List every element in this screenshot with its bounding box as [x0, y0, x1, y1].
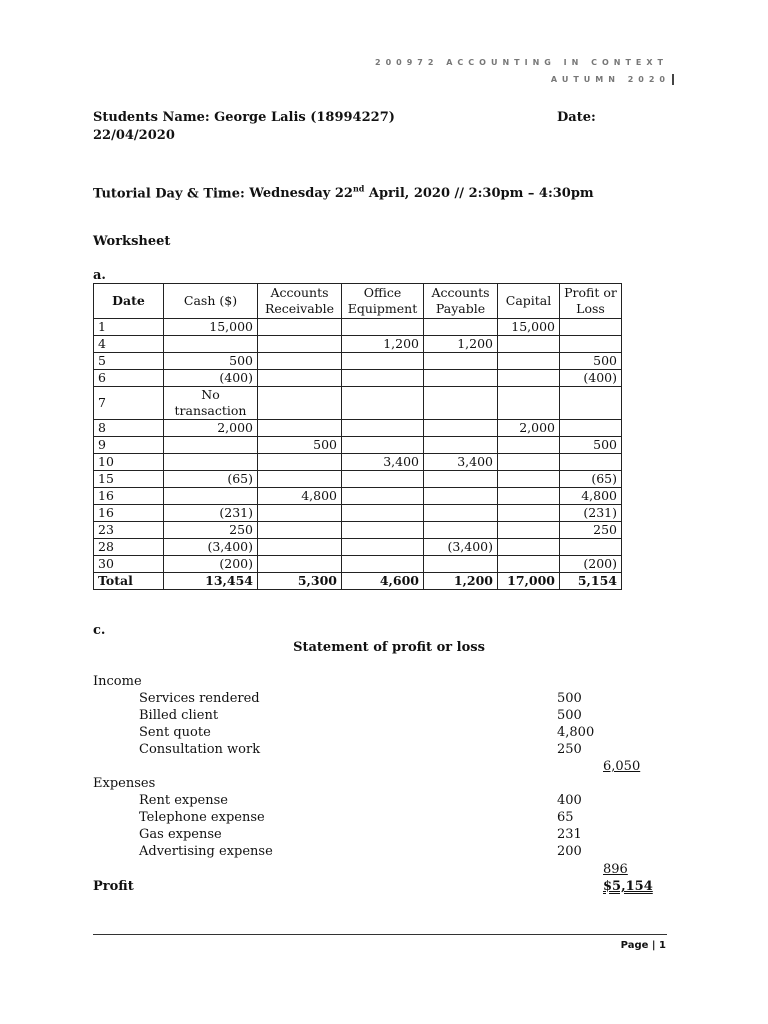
- table-cell: [342, 488, 424, 505]
- term-header: [551, 74, 674, 85]
- table-cell: [258, 319, 342, 336]
- table-row: [94, 370, 622, 387]
- table-row: [94, 488, 622, 505]
- table-cell: (400): [164, 370, 258, 387]
- table-cell: 3,400: [424, 454, 498, 471]
- table-cell: 8: [94, 420, 164, 437]
- table-cell: [258, 336, 342, 353]
- expense-item-label: Gas expense: [139, 827, 222, 842]
- table-cell: [498, 387, 560, 420]
- table-cell: (65): [560, 471, 622, 488]
- table-cell: 2,000: [164, 420, 258, 437]
- table-row: [94, 420, 622, 437]
- table-cell: [498, 556, 560, 573]
- table-cell: [164, 488, 258, 505]
- expense-item-amount: 65: [557, 810, 574, 825]
- table-row: [94, 471, 622, 488]
- table-cell: 4,800: [560, 488, 622, 505]
- table-cell: [164, 336, 258, 353]
- table-cell: [498, 539, 560, 556]
- profit-value: $5,154: [603, 879, 653, 894]
- table-cell: [342, 319, 424, 336]
- course-header: 200972 ACCOUNTING IN CONTEXT: [375, 58, 668, 67]
- profit-label: Profit: [93, 879, 134, 894]
- table-cell: (231): [164, 505, 258, 522]
- table-cell: [424, 522, 498, 539]
- table-cell: 15: [94, 471, 164, 488]
- table-cell: [258, 539, 342, 556]
- income-item-amount: 250: [557, 742, 582, 757]
- table-cell: [424, 556, 498, 573]
- table-cell: (3,400): [424, 539, 498, 556]
- table-cell: (231): [560, 505, 622, 522]
- expense-item-label: Advertising expense: [139, 844, 273, 859]
- table-cell: 500: [258, 437, 342, 454]
- tutorial-value: Wednesday 22nd April, 2020 // 2:30pm – 4:30pm: [249, 184, 594, 202]
- table-cell: [498, 471, 560, 488]
- table-cell: (200): [560, 556, 622, 573]
- income-item-label: Sent quote: [139, 725, 211, 740]
- table-cell: No transaction: [164, 387, 258, 420]
- income-total: 6,050: [603, 759, 641, 774]
- table-cell: (3,400): [164, 539, 258, 556]
- table-cell: [560, 336, 622, 353]
- income-item-amount: 500: [557, 691, 582, 706]
- table-row: [94, 505, 622, 522]
- table-cell: [342, 353, 424, 370]
- total-row: [94, 573, 622, 590]
- table-row: [94, 387, 622, 420]
- table-cell: [258, 420, 342, 437]
- term-text: AUTUMN 2020: [550, 75, 670, 84]
- table-row: [94, 454, 622, 471]
- table-cell: [258, 387, 342, 420]
- expenses-label: Expenses: [93, 776, 156, 791]
- income-item-amount: 4,800: [557, 725, 595, 740]
- table-cell: [424, 319, 498, 336]
- table-row: [94, 336, 622, 353]
- table-cell: 500: [560, 437, 622, 454]
- table-cell: 1,200: [342, 336, 424, 353]
- table-cell: 250: [164, 522, 258, 539]
- table-cell: [258, 454, 342, 471]
- table-cell: [342, 471, 424, 488]
- table-cell: [560, 387, 622, 420]
- table-cell: (400): [560, 370, 622, 387]
- table-row: [94, 556, 622, 573]
- table-cell: 28: [94, 539, 164, 556]
- income-item-label: Services rendered: [139, 691, 260, 706]
- expense-item-label: Rent expense: [139, 793, 228, 808]
- expense-item-amount: 200: [557, 844, 582, 859]
- table-header: [94, 284, 622, 319]
- table-cell: [424, 387, 498, 420]
- table-cell: [560, 420, 622, 437]
- expense-item-amount: 231: [557, 827, 582, 842]
- header-row: [94, 284, 622, 319]
- table-row: [94, 539, 622, 556]
- table-cell: 4: [94, 336, 164, 353]
- table-cell: 15,000: [164, 319, 258, 336]
- part-c-label: c.: [93, 623, 106, 638]
- table-cell: [342, 387, 424, 420]
- income-label: Income: [93, 674, 142, 689]
- total-cell: 4,600: [342, 573, 424, 590]
- table-cell: [498, 353, 560, 370]
- worksheet-title: Worksheet: [93, 234, 171, 249]
- table-cell: [342, 370, 424, 387]
- total-cell: Total: [94, 573, 164, 590]
- table-row: [94, 353, 622, 370]
- total-cell: 5,300: [258, 573, 342, 590]
- date-value: 22/04/2020: [93, 128, 175, 143]
- table-cell: [258, 522, 342, 539]
- part-a-label: a.: [93, 268, 106, 283]
- table-cell: [424, 437, 498, 454]
- table-cell: [342, 420, 424, 437]
- total-cell: 1,200: [424, 573, 498, 590]
- worksheet-table: [93, 283, 622, 590]
- expenses-total: 896: [603, 862, 628, 877]
- table-cell: [164, 454, 258, 471]
- table-row: [94, 437, 622, 454]
- date-label: Date:: [557, 110, 596, 125]
- table-cell: [560, 454, 622, 471]
- table-cell: 30: [94, 556, 164, 573]
- table-cell: 16: [94, 505, 164, 522]
- tutorial-line: [93, 184, 594, 201]
- table-cell: [342, 437, 424, 454]
- table-cell: 1: [94, 319, 164, 336]
- table-cell: (200): [164, 556, 258, 573]
- table-cell: 15,000: [498, 319, 560, 336]
- income-item-label: Consultation work: [139, 742, 261, 757]
- table-cell: [498, 522, 560, 539]
- table-cell: [424, 420, 498, 437]
- table-cell: [424, 505, 498, 522]
- header-bar: [672, 74, 674, 85]
- table-cell: [498, 437, 560, 454]
- table-cell: [424, 370, 498, 387]
- table-cell: 4,800: [258, 488, 342, 505]
- table-cell: 2,000: [498, 420, 560, 437]
- table-cell: [424, 488, 498, 505]
- column-header: Date: [94, 284, 164, 319]
- table-cell: [424, 471, 498, 488]
- table-cell: [560, 539, 622, 556]
- table-cell: [498, 336, 560, 353]
- table-cell: 250: [560, 522, 622, 539]
- expense-item-amount: 400: [557, 793, 582, 808]
- column-header: Accounts Receivable: [258, 284, 342, 319]
- table-row: [94, 319, 622, 336]
- income-item-label: Billed client: [139, 708, 219, 723]
- statement-title: Statement of profit or loss: [293, 640, 485, 655]
- table-cell: 500: [560, 353, 622, 370]
- table-cell: [258, 556, 342, 573]
- table-cell: 10: [94, 454, 164, 471]
- table-cell: 1,200: [424, 336, 498, 353]
- column-header: Accounts Payable: [424, 284, 498, 319]
- table-cell: [164, 437, 258, 454]
- total-cell: 17,000: [498, 573, 560, 590]
- footer-divider: [93, 934, 667, 935]
- table-cell: [258, 370, 342, 387]
- expense-item-label: Telephone expense: [139, 810, 265, 825]
- income-item-amount: 500: [557, 708, 582, 723]
- column-header: Office Equipment: [342, 284, 424, 319]
- table-cell: 6: [94, 370, 164, 387]
- table-cell: [342, 539, 424, 556]
- total-cell: 5,154: [560, 573, 622, 590]
- student-name: Students Name: George Lalis (18994227): [93, 110, 395, 125]
- table-cell: [498, 454, 560, 471]
- table-cell: [424, 353, 498, 370]
- table-cell: 16: [94, 488, 164, 505]
- table-cell: 7: [94, 387, 164, 420]
- column-header: Capital: [498, 284, 560, 319]
- table-row: [94, 522, 622, 539]
- table-cell: 500: [164, 353, 258, 370]
- table-cell: [342, 505, 424, 522]
- table-cell: [498, 505, 560, 522]
- table-cell: [258, 505, 342, 522]
- table-cell: [342, 556, 424, 573]
- table-cell: [560, 319, 622, 336]
- tutorial-label: Tutorial Day & Time:: [93, 186, 245, 202]
- table-cell: 9: [94, 437, 164, 454]
- table-cell: 5: [94, 353, 164, 370]
- table-cell: (65): [164, 471, 258, 488]
- column-header: Cash ($): [164, 284, 258, 319]
- table-cell: [498, 370, 560, 387]
- table-cell: 23: [94, 522, 164, 539]
- table-cell: [258, 471, 342, 488]
- table-cell: [342, 522, 424, 539]
- table-cell: 3,400: [342, 454, 424, 471]
- total-cell: 13,454: [164, 573, 258, 590]
- table-cell: [258, 353, 342, 370]
- column-header: Profit or Loss: [560, 284, 622, 319]
- table-cell: [498, 488, 560, 505]
- page-number: Page | 1: [620, 940, 666, 951]
- table-body: [94, 319, 622, 590]
